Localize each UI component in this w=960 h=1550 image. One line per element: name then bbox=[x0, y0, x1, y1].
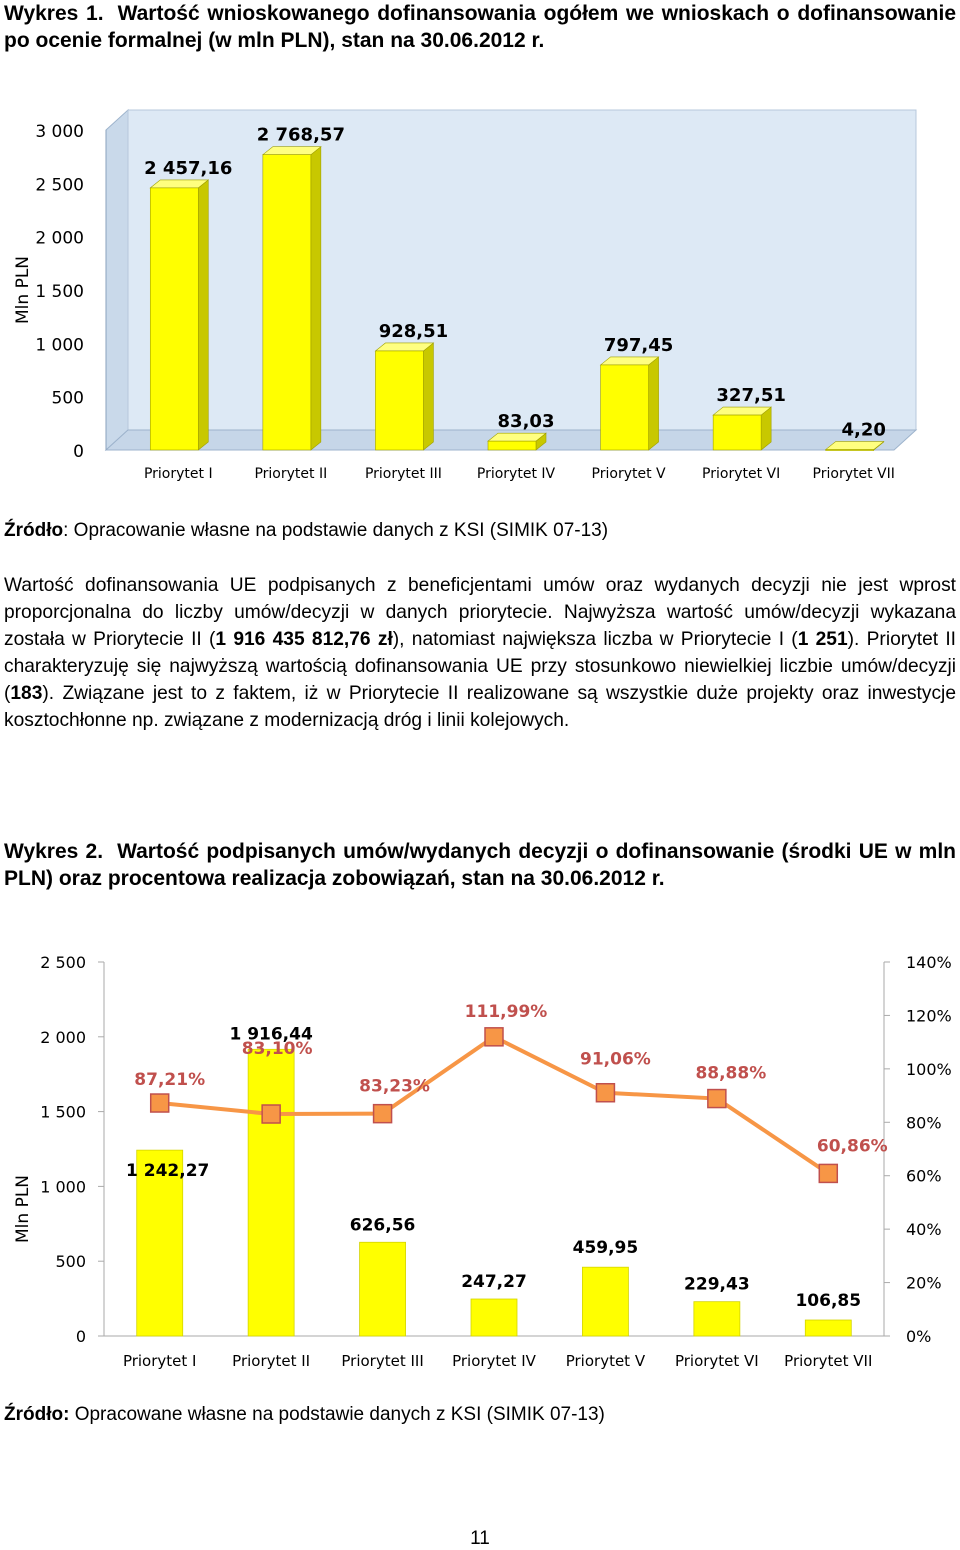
chart1-bar-top bbox=[601, 357, 659, 365]
chart2-ytick-label: 1 000 bbox=[40, 1177, 86, 1197]
chart1-bar-chart bbox=[0, 80, 960, 580]
chart1-bar-top bbox=[713, 407, 771, 415]
paragraph-part-4: ). Związane jest to z faktem, iż w Priorytecie II realizowane są wszystkie duże projekty oraz inwestycje kosztochłonne np. związane z modernizacją dróg i linii kolejowych. bbox=[4, 683, 956, 731]
chart2-ytick-label: 1 500 bbox=[40, 1102, 86, 1122]
chart2-line-data-label: 83,23% bbox=[359, 1076, 430, 1097]
chart2-line-marker bbox=[708, 1090, 726, 1108]
chart1-bar bbox=[375, 343, 433, 450]
chart1-ytick-label: 2 000 bbox=[35, 228, 84, 249]
figure2-source bbox=[4, 1402, 605, 1428]
chart2-combo-chart bbox=[0, 940, 960, 1390]
chart2-xtick-label: Priorytet V bbox=[565, 1352, 646, 1370]
chart1-bar bbox=[263, 147, 321, 450]
chart1-bar-top bbox=[826, 442, 884, 450]
chart2-ytick-label: 2 500 bbox=[40, 953, 86, 972]
chart2-bar-data-label: 1 916,44 bbox=[229, 1024, 313, 1045]
chart2-line-marker bbox=[819, 1164, 837, 1182]
figure1-label: Wykres 1. bbox=[4, 2, 104, 25]
chart1-ytick-label: 500 bbox=[51, 388, 84, 409]
chart2-y2tick-label: 120% bbox=[906, 1006, 952, 1026]
chart1-bar-top bbox=[375, 343, 433, 351]
chart1-xtick-label: Priorytet I bbox=[143, 466, 213, 482]
figure2-label: Wykres 2. bbox=[4, 840, 104, 863]
chart1-bar-top bbox=[150, 180, 208, 188]
chart1-xtick-label: Priorytet III bbox=[364, 466, 442, 482]
chart2-line-data-label: 91,06% bbox=[580, 1049, 651, 1070]
chart2-ytick-label: 500 bbox=[55, 1252, 86, 1272]
chart2-bar bbox=[582, 1267, 628, 1336]
chart2-ylabel: Mln PLN bbox=[13, 1174, 33, 1244]
chart1-data-label: 2 768,57 bbox=[256, 124, 345, 146]
chart1-bar-side bbox=[649, 357, 659, 450]
chart2-line-data-label: 111,99% bbox=[464, 1001, 548, 1022]
chart1-bar-top bbox=[263, 147, 321, 155]
chart1-ytick-label: 2 500 bbox=[35, 175, 84, 196]
chart2-xtick-label: Priorytet I bbox=[122, 1352, 197, 1370]
chart1-xtick-label: Priorytet VII bbox=[812, 466, 895, 482]
chart2-bar bbox=[694, 1302, 740, 1336]
chart2-line-data-label: 60,86% bbox=[816, 1136, 888, 1157]
chart1-data-label: 928,51 bbox=[378, 320, 449, 342]
chart2-y2tick-label: 0% bbox=[906, 1327, 932, 1346]
chart2-line-marker bbox=[485, 1028, 503, 1046]
chart2-bar-data-label: 106,85 bbox=[795, 1291, 862, 1312]
figure1-source bbox=[4, 518, 608, 544]
chart2-ytick-label: 2 000 bbox=[40, 1027, 86, 1047]
chart1-bar-side bbox=[311, 147, 321, 450]
chart1-bar bbox=[713, 407, 771, 450]
chart2-y2tick-label: 20% bbox=[906, 1273, 942, 1293]
chart2-line-marker bbox=[596, 1084, 614, 1102]
source1-label: Źródło bbox=[4, 520, 64, 541]
chart1-bar bbox=[826, 442, 884, 451]
page-number: 11 bbox=[470, 1528, 490, 1549]
chart2-xtick-label: Priorytet II bbox=[232, 1352, 311, 1370]
chart1-xtick-label: Priorytet II bbox=[254, 466, 328, 482]
source2-label: Źródło: bbox=[4, 1404, 70, 1425]
chart2-xtick-label: Priorytet III bbox=[341, 1352, 424, 1370]
chart1-bar-side bbox=[423, 343, 433, 450]
chart2-line-marker bbox=[374, 1105, 392, 1123]
chart1-bar-front bbox=[826, 450, 874, 451]
figure1-caption bbox=[4, 0, 956, 54]
chart2-y2tick-label: 40% bbox=[906, 1220, 942, 1240]
chart1-data-label: 4,20 bbox=[841, 419, 886, 441]
chart1-ylabel: Mln PLN bbox=[13, 255, 33, 325]
chart2-bar bbox=[805, 1320, 851, 1336]
chart1-ytick-label: 1 500 bbox=[35, 282, 84, 302]
chart1-data-label: 83,03 bbox=[497, 411, 555, 433]
chart2-y2tick-label: 60% bbox=[906, 1166, 942, 1186]
chart1-ytick-label: 3 000 bbox=[35, 122, 84, 142]
source2-text: Opracowane własne na podstawie danych z KSI (SIMIK 07-13) bbox=[69, 1404, 605, 1425]
paragraph-part-3: ). Priorytet II charakteryzuję się najwyższą wartością dofinansowania UE przy stosunkowo niewielkiej liczbie umów/decyzji ( bbox=[4, 629, 956, 704]
chart1-xtick-label: Priorytet VI bbox=[702, 466, 781, 482]
chart1-data-label: 2 457,16 bbox=[144, 157, 233, 179]
chart2-xtick-label: Priorytet IV bbox=[452, 1352, 536, 1370]
chart2-bar bbox=[471, 1299, 517, 1336]
chart1-back-wall bbox=[128, 110, 916, 433]
chart1-bar bbox=[488, 433, 546, 450]
figure2-caption bbox=[4, 838, 956, 892]
chart1-data-label: 327,51 bbox=[716, 385, 786, 407]
chart2-bar-data-label: 1 242,27 bbox=[126, 1161, 210, 1182]
chart2-bar-data-label: 459,95 bbox=[572, 1238, 639, 1259]
chart1-bar-side bbox=[198, 180, 208, 450]
chart1-bar-front bbox=[150, 188, 198, 450]
chart2-bar-data-label: 247,27 bbox=[461, 1272, 527, 1293]
chart1-ytick-label: 0 bbox=[73, 442, 84, 462]
chart1-ytick-label: 1 000 bbox=[35, 335, 84, 356]
body-paragraph bbox=[4, 572, 956, 734]
chart1-bar-front bbox=[601, 365, 649, 450]
chart2-ytick-label: 0 bbox=[75, 1327, 86, 1346]
chart1-data-label: 797,45 bbox=[603, 334, 674, 356]
chart2-bar bbox=[248, 1049, 294, 1336]
chart1-side-wall bbox=[106, 110, 128, 450]
chart2-xtick-label: Priorytet VII bbox=[784, 1352, 873, 1370]
paragraph-part-1: Wartość dofinansowania UE podpisanych z beneficjentami umów oraz wydanych decyzji nie jest wprost proporcjonalna do liczby umów/decyzji w danych priorytecie. Najwyższa wartość umów/decyzji wykazana została w Priorytecie II ( bbox=[4, 575, 956, 650]
chart1-bar-front bbox=[263, 155, 311, 450]
chart2-line-data-label: 87,21% bbox=[134, 1070, 206, 1091]
chart2-line-marker bbox=[262, 1105, 280, 1123]
chart1-bar-top bbox=[488, 433, 546, 441]
chart1-xtick-label: Priorytet V bbox=[591, 466, 666, 482]
chart2-bar bbox=[360, 1242, 406, 1336]
figure1-title: Wartość wnioskowanego dofinansowania ogółem we wnioskach o dofinansowanie po ocenie formalnej (w mln PLN), stan na 30.06.2012 r. bbox=[4, 2, 956, 52]
chart2-xtick-label: Priorytet VI bbox=[674, 1352, 759, 1370]
paragraph-bold-1: 1 916 435 812,76 zł bbox=[215, 629, 393, 650]
chart1-xtick-label: Priorytet IV bbox=[476, 466, 556, 482]
paragraph-bold-3: 183 bbox=[10, 683, 43, 704]
chart2-y2tick-label: 100% bbox=[906, 1059, 952, 1079]
chart2-y2tick-label: 80% bbox=[906, 1113, 942, 1133]
chart2-y2tick-label: 140% bbox=[906, 953, 952, 972]
paragraph-part-2: ), natomiast największa liczba w Priorytecie I ( bbox=[392, 629, 798, 650]
chart2-bar-data-label: 229,43 bbox=[684, 1274, 750, 1295]
chart1-bar bbox=[601, 357, 659, 450]
paragraph-bold-2: 1 251 bbox=[797, 629, 848, 650]
chart2-bar-data-label: 626,56 bbox=[349, 1215, 416, 1236]
chart1-bar-front bbox=[713, 415, 761, 450]
chart1-bar bbox=[150, 180, 208, 450]
chart2-line-data-label: 83,10% bbox=[241, 1039, 313, 1060]
chart2-line-marker bbox=[151, 1094, 169, 1112]
chart1-bar-front bbox=[375, 351, 423, 450]
chart2-line-data-label: 88,88% bbox=[695, 1063, 767, 1084]
chart1-bar-front bbox=[488, 441, 536, 450]
figure2-title: Wartość podpisanych umów/wydanych decyzji o dofinansowanie (środki UE w mln PLN) oraz procentowa realizacja zobowiązań, stan na 30.06.2012 r. bbox=[4, 840, 956, 890]
source1-text: : Opracowanie własne na podstawie danych z KSI (SIMIK 07-13) bbox=[63, 520, 609, 541]
